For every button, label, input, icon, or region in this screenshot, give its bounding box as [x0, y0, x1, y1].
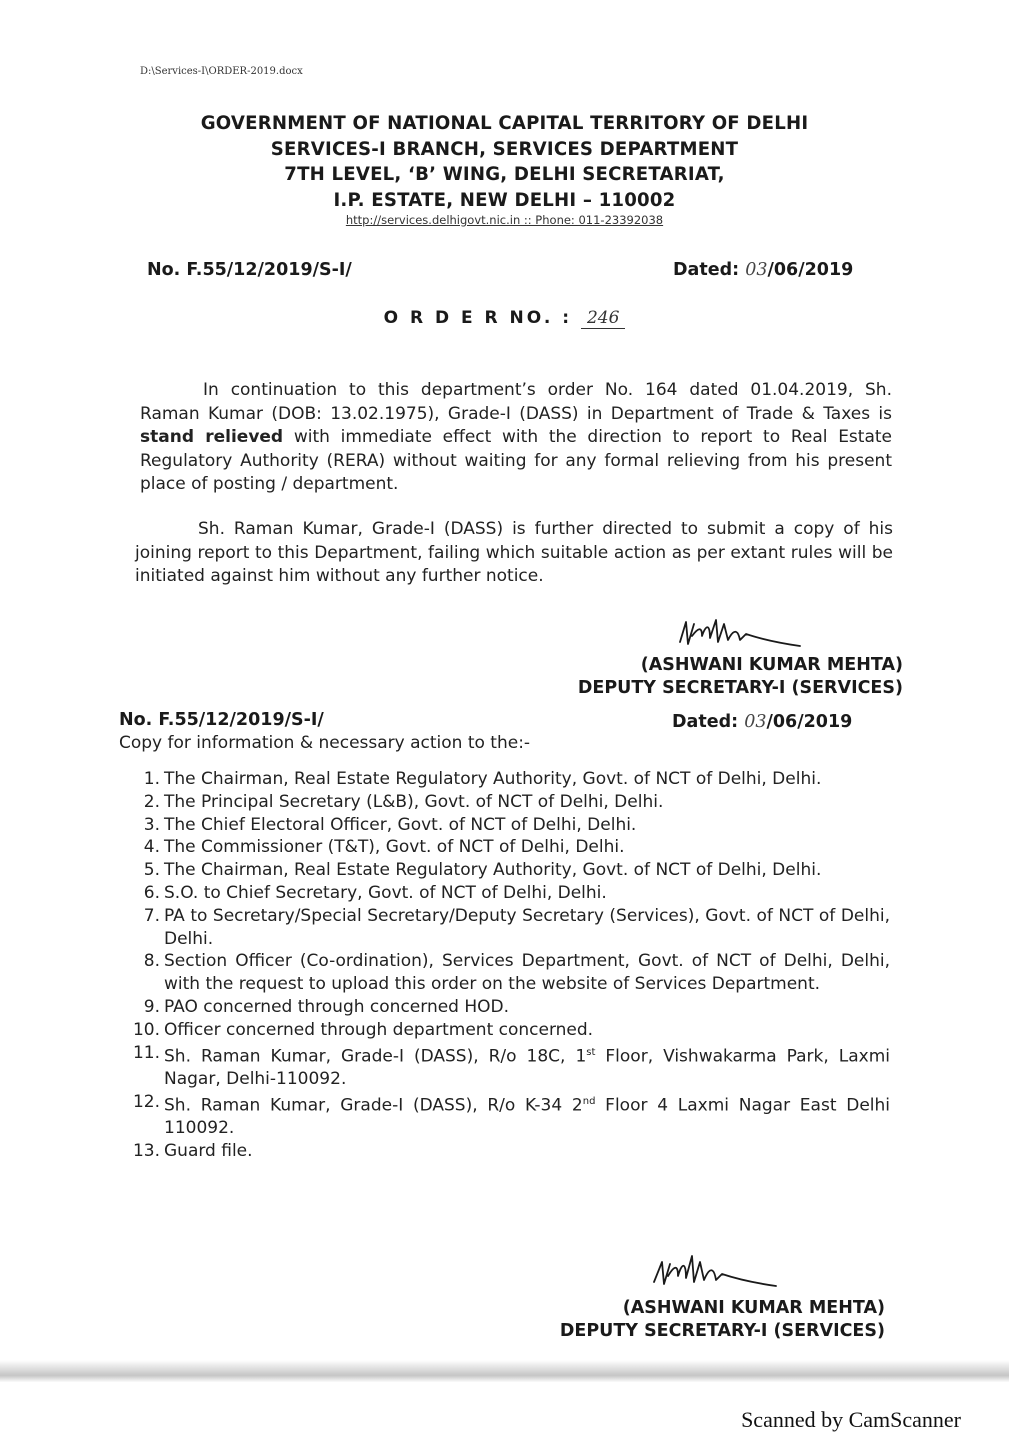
- list-item: 8. Section Officer (Co-ordination), Services Department, Govt. of NCT of Delhi, Delhi, with the request to upload this order on the website of Services Department.: [143, 951, 890, 995]
- signature-icon: [672, 614, 812, 659]
- signatory-designation: DEPUTY SECRETARY-I (SERVICES): [577, 678, 903, 698]
- scan-shadow: [0, 1360, 1009, 1382]
- copy-reference-date: [672, 712, 852, 732]
- order-number-line: [0, 308, 1009, 328]
- dated-label: Dated:: [672, 712, 739, 732]
- dated-rest: /06/2019: [767, 260, 854, 280]
- copy-to-list: [120, 768, 890, 1163]
- file-path: D:\Services-I\ORDER-2019.docx: [140, 66, 303, 77]
- list-item: 2. The Principal Secretary (L&B), Govt. of NCT of Delhi, Delhi.: [143, 791, 664, 812]
- letterhead-line: I.P. ESTATE, NEW DELHI – 110002: [333, 189, 676, 211]
- list-item: 1. The Chairman, Real Estate Regulatory Authority, Govt. of NCT of Delhi, Delhi.: [143, 769, 822, 789]
- signatory-block-2: [623, 1297, 885, 1320]
- copy-intro: Copy for information & necessary action to the:-: [119, 733, 531, 753]
- signatory-block-2-designation: [560, 1320, 885, 1343]
- list-item: 10. Officer concerned through department concerned.: [132, 1019, 594, 1040]
- list-item: 12. Sh. Raman Kumar, Grade-I (DASS), R/o K-34 2nd Floor 4 Laxmi Nagar East Delhi 110092.: [132, 1091, 891, 1139]
- handwritten-day: 03: [744, 712, 767, 732]
- letterhead: [0, 111, 1009, 227]
- dated-rest: /06/2019: [766, 712, 853, 732]
- copy-reference-number: No. F.55/12/2019/S-I/: [119, 710, 324, 730]
- letterhead-line: SERVICES-I BRANCH, SERVICES DEPARTMENT: [270, 138, 739, 160]
- list-item: 4. The Commissioner (T&T), Govt. of NCT of Delhi, Delhi.: [143, 837, 625, 858]
- handwritten-day: 03: [745, 260, 768, 280]
- reference-date: [673, 260, 853, 280]
- signatory-block-designation: [578, 677, 903, 700]
- body-paragraph-2: Sh. Raman Kumar, Grade-I (DASS) is further directed to submit a copy of his joining report to this Department, failing which suitable action as per extant rules will be initiated against him without any further notice.: [135, 519, 893, 586]
- list-item: 3. The Chief Electoral Officer, Govt. of NCT of Delhi, Delhi.: [143, 814, 637, 835]
- letterhead-contact: http://services.delhigovt.nic.in :: Phone: 011-23392038: [345, 213, 664, 227]
- emphasis-stand-relieved: stand relieved: [140, 427, 284, 447]
- list-item: 9. PAO concerned through concerned HOD.: [143, 996, 510, 1017]
- list-item: 6. S.O. to Chief Secretary, Govt. of NCT of Delhi, Delhi.: [143, 882, 607, 903]
- signatory-designation: DEPUTY SECRETARY-I (SERVICES): [559, 1321, 885, 1341]
- order-number-handwritten: 246: [581, 308, 625, 329]
- order-label: O R D E R NO. :: [383, 308, 573, 328]
- reference-number: No. F.55/12/2019/S-I/: [147, 260, 352, 280]
- camscanner-watermark: Scanned by CamScanner: [741, 1407, 961, 1432]
- list-item: 13. Guard file.: [132, 1141, 253, 1162]
- list-item: 11. Sh. Raman Kumar, Grade-I (DASS), R/o 18C, 1st Floor, Vishwakarma Park, Laxmi Nagar, Delhi-110092.: [132, 1042, 890, 1090]
- body-paragraph-1: In continuation to this department’s order No. 164 dated 01.04.2019, Sh. Raman Kumar (DOB: 13.02.1975), Grade-I (DASS) in Department of Trade & Taxes is stand relieved with immediate effect with the direction to report to Real Estate Regulatory Authority (RERA) without waiting for any formal relieving from his present place of posting / department.: [140, 380, 893, 494]
- signatory-name: (ASHWANI KUMAR MEHTA): [622, 1298, 885, 1318]
- letterhead-line: GOVERNMENT OF NATIONAL CAPITAL TERRITORY OF DELHI: [200, 113, 809, 134]
- signatory-block: [641, 654, 903, 677]
- list-item: 7. PA to Secretary/Special Secretary/Deputy Secretary (Services), Govt. of NCT of Delhi, Delhi.: [143, 905, 890, 949]
- dated-label: Dated:: [673, 260, 740, 280]
- signatory-name: (ASHWANI KUMAR MEHTA): [640, 655, 903, 675]
- list-item: 5. The Chairman, Real Estate Regulatory Authority, Govt. of NCT of Delhi, Delhi.: [143, 860, 822, 881]
- signature-icon: [648, 1252, 788, 1297]
- letterhead-line: 7TH LEVEL, ‘B’ WING, DELHI SECRETARIAT,: [284, 164, 725, 185]
